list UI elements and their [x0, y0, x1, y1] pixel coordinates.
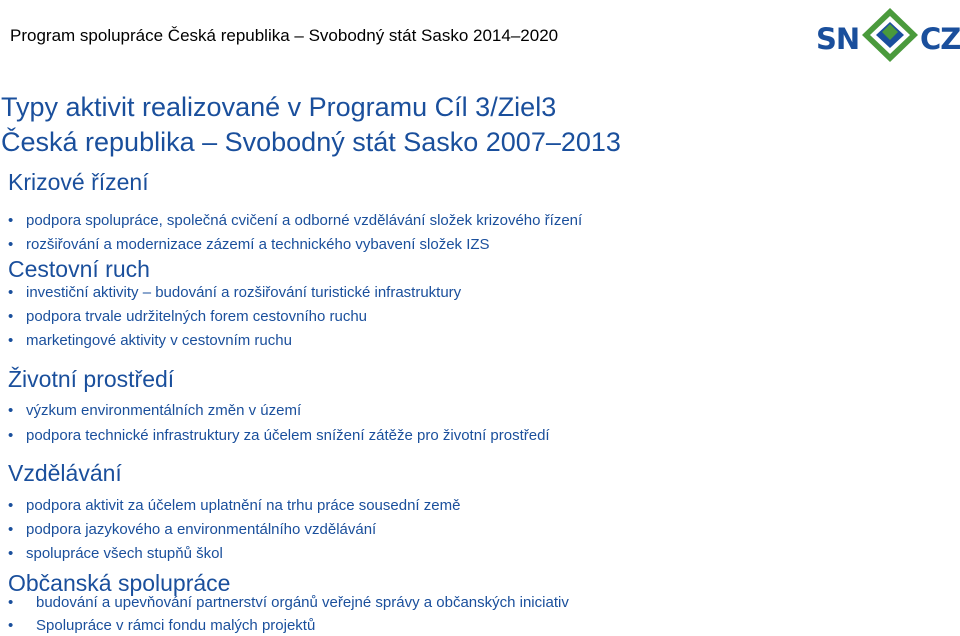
main-title-line-1: Typy aktivit realizované v Programu Cíl 3/Ziel3 [1, 92, 557, 122]
list-item: • podpora technické infrastruktury za účelem snížení zátěže pro životní prostředí [8, 427, 550, 444]
section-heading-obcanska-spoluprace: Občanská spolupráce [8, 570, 231, 596]
list-item: • podpora aktivit za účelem uplatnění na trhu práce sousední země [8, 497, 461, 514]
section-heading-cestovni-ruch: Cestovní ruch [8, 256, 150, 282]
list-item: • podpora jazykového a environmentálního vzdělávání [8, 521, 377, 538]
list-item: • podpora spolupráce, společná cvičení a odborné vzdělávání složek krizového řízení [8, 212, 583, 229]
list-item: • investiční aktivity – budování a rozšiřování turistické infrastruktury [8, 284, 462, 301]
program-title: Program spolupráce Česká republika – Svobodný stát Sasko 2014–2020 [10, 26, 559, 45]
bullet-icon: • [8, 332, 14, 349]
section-heading-vzdelavani: Vzdělávání [8, 460, 122, 486]
list-item: • podpora trvale udržitelných forem cestovního ruchu [8, 308, 368, 325]
list-item: • výzkum environmentálních změn v území [8, 402, 302, 419]
logo-sn-text: SN [816, 22, 860, 56]
list-item: • budování a upevňování partnerství orgánů veřejné správy a občanských iniciativ [8, 594, 569, 611]
bullet-icon: • [8, 545, 14, 562]
section-heading-krizove-rizeni: Krizové řízení [8, 169, 149, 195]
bullet-icon: • [8, 402, 14, 419]
sn-cz-diamond-logo-icon [860, 6, 920, 64]
section-heading-zivotni-prostredi: Životní prostředí [8, 366, 175, 392]
bullet-icon: • [8, 212, 14, 229]
bullet-icon: • [8, 308, 14, 325]
bullet-icon: • [8, 284, 14, 301]
list-item: • Spolupráce v rámci fondu malých projektů [8, 617, 316, 634]
list-item: • spolupráce všech stupňů škol [8, 545, 223, 562]
bullet-icon: • [8, 521, 14, 538]
list-item: • marketingové aktivity v cestovním ruchu [8, 332, 292, 349]
bullet-icon: • [8, 594, 14, 611]
bullet-icon: • [8, 617, 14, 634]
main-title [1, 90, 621, 160]
bullet-icon: • [8, 497, 14, 514]
list-item: • rozšiřování a modernizace zázemí a technického vybavení složek IZS [8, 236, 490, 253]
main-title-line-2: Česká republika – Svobodný stát Sasko 2007–2013 [1, 127, 621, 157]
sn-cz-logo [816, 6, 960, 64]
bullet-icon: • [8, 236, 14, 253]
logo-cz-text: CZ [920, 22, 960, 56]
bullet-icon: • [8, 427, 14, 444]
